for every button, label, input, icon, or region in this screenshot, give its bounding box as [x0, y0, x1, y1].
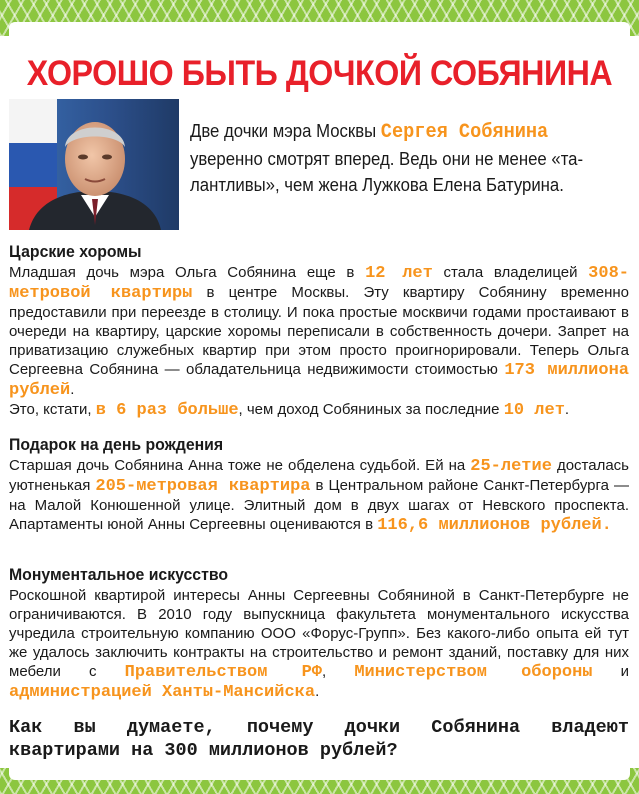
body-text: стала владелицей — [432, 264, 589, 281]
section-title: Подарок на день рождения — [9, 435, 224, 454]
body-text: в Центральном районе Санкт-Петербурга — на Малой Конюшенной улице. Элитный дом в двух шагах от Невского проспекта. Апартаменты юной Анны Сергеевны оцениваются в — [9, 477, 629, 533]
highlight-text: 205-метровая квартира — [95, 477, 311, 496]
highlight-text: Министерством обороны — [354, 663, 593, 682]
highlight-text: 12 лет — [365, 264, 433, 283]
highlight-text: 116,6 миллионов рублей. — [377, 516, 612, 535]
body-text: , чем доход Собяниных за последние — [238, 401, 504, 418]
highlight-text: 308-метровой квартиры — [9, 264, 629, 303]
section-birthday-gift — [9, 434, 629, 535]
body-text: Это, кстати, — [9, 401, 96, 418]
portrait-photo — [9, 99, 179, 230]
section-monumental-art — [9, 564, 629, 702]
highlight-text: Правительством РФ — [124, 663, 323, 682]
body-text: Младшая дочь мэра Ольга Собянина еще в — [9, 264, 366, 281]
body-text: Старшая дочь Собянина Анна тоже не обделена судьбой. Ей на — [9, 457, 471, 474]
body-text: и — [592, 663, 629, 680]
section-title: Царские хоромы — [9, 242, 142, 261]
body-text: . — [315, 683, 320, 700]
body-text: досталась уютненькая — [9, 457, 629, 494]
headline: ХОРОШО БЫТЬ ДОЧКОЙ СОБЯНИНА — [26, 54, 613, 93]
highlight-text: 25-летие — [470, 457, 552, 476]
highlight-text: 10 лет — [503, 401, 565, 420]
body-text: . — [564, 401, 570, 418]
body-text: , — [322, 663, 355, 680]
intro-paragraph — [190, 118, 599, 198]
section-body — [9, 263, 629, 420]
body-text: Роскошной квартирой интересы Анны Сергеевны Собяниной в Санкт-Петербурге не ограничиваются. В 2010 году выпускница факультета монументального искусства учредила строительную компанию ООО «Форус-Групп». Без какого-либо опыта ей тут же удалось заключить контракты на строительство и ремонт зданий, поставку для них мебели с — [9, 587, 629, 680]
section-body — [9, 456, 629, 535]
section-body — [9, 586, 629, 702]
highlight-text: в 6 раз больше — [95, 401, 239, 420]
section-title: Монументальное искусство — [9, 565, 229, 584]
intro-text-after: уверенно смотрят вперед. Ведь они не менее «талантливы», чем жена Лужкова Елена Батурина. — [190, 149, 584, 195]
body-text: . — [70, 381, 75, 398]
intro-text-before: Две дочки мэра Москвы — [190, 121, 381, 141]
closing-question: Как вы думаете, почему дочки Собянина владеют квартирами на 300 миллионов рублей? — [9, 717, 629, 761]
highlight-text: администрацией Ханты-Мансийска — [9, 683, 316, 702]
body-text: в центре Москвы. Эту квартиру Собянину временно предоставили при переезде в столицу. И пока простые москвичи годами простаивают в очереди на квартиру, царские хоромы переписали в собственность дочери. Запрет на приватизацию служебных квартир при этом просто проигнорировали. Теперь Ольга Сергеевна Собянина — обладательница недвижимости стоимостью — [9, 284, 629, 378]
intro-mayor-name: Сергея Собянина — [380, 121, 549, 144]
portrait-image — [9, 99, 179, 230]
section-royal-mansion — [9, 241, 629, 420]
highlight-text: 173 миллиона рублей — [9, 361, 629, 400]
